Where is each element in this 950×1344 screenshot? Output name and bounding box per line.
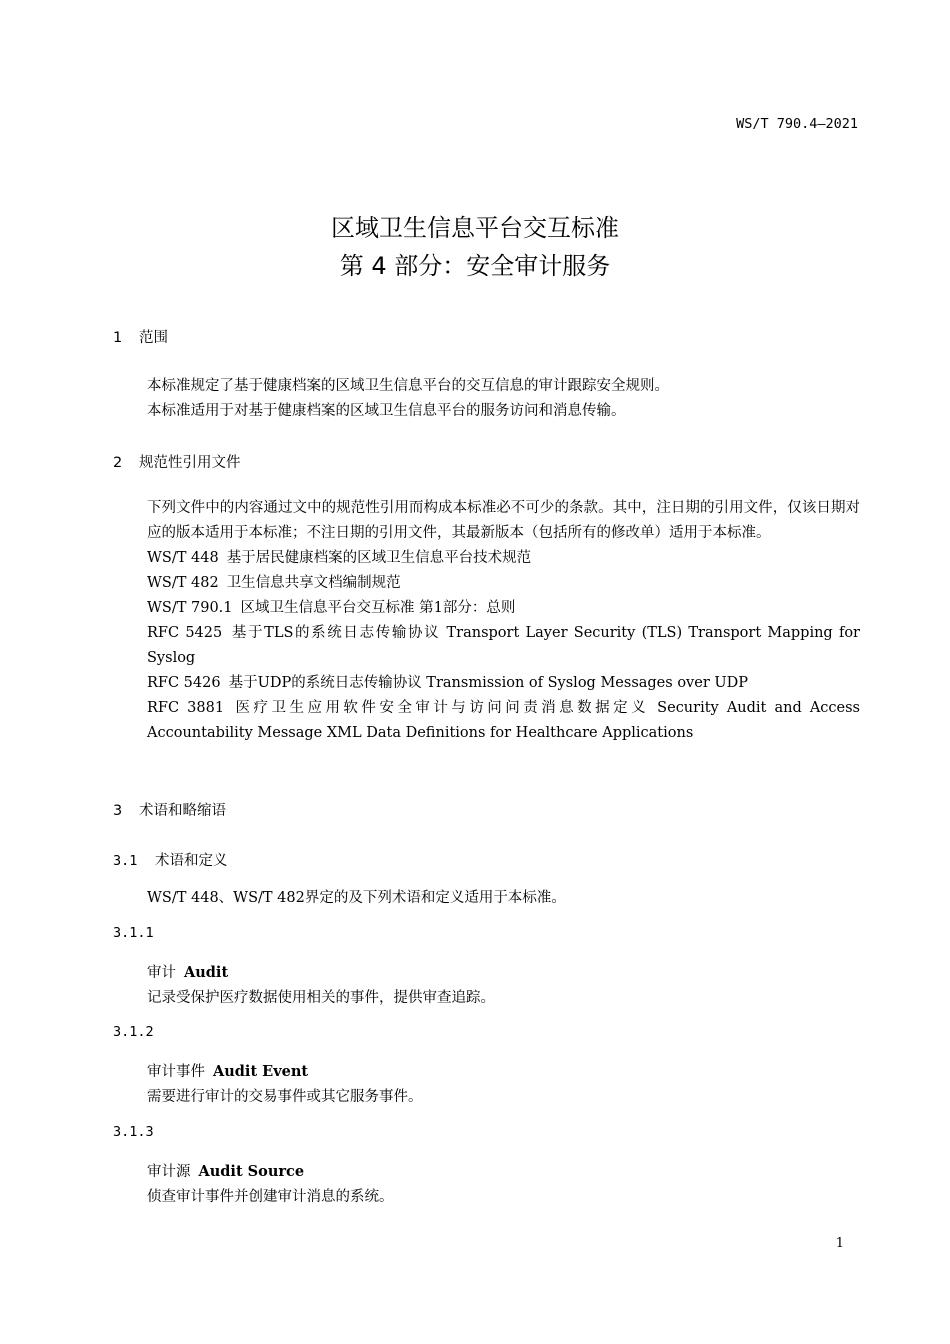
reference-title: 基于UDP的系统日志传输协议 Transmission of Syslog Messages over UDP (228, 675, 748, 691)
section-3-1-heading (113, 849, 228, 870)
reference-title: 医疗卫生应用软件安全审计与访问问责消息数据定义 Security Audit and Access Accountability Message XML Data Definitions for Healthcare Applications (147, 700, 860, 741)
section-title: 规范性引用文件 (139, 455, 241, 471)
reference-item (113, 671, 860, 696)
term-cn: 审计源 (147, 1164, 191, 1180)
reference-item (113, 546, 860, 571)
term-en: Audit Source (198, 1163, 305, 1180)
section-title: 术语和略缩语 (139, 803, 226, 819)
standard-code: WS/T 790.4—2021 (736, 116, 858, 132)
reference-title: 区域卫生信息平台交互标准 第1部分：总则 (240, 600, 516, 616)
term-number: 3.1.3 (113, 1124, 154, 1140)
page-number: 1 (835, 1236, 844, 1251)
scope-paragraph-1: 本标准规定了基于健康档案的区域卫生信息平台的交互信息的审计跟踪安全规则。 (147, 378, 669, 394)
reference-code: RFC 5426 (147, 675, 221, 691)
reference-code: WS/T 448 (147, 550, 219, 566)
reference-code: WS/T 790.1 (147, 600, 233, 616)
section-number: 1 (113, 330, 123, 346)
term-en: Audit Event (213, 1063, 309, 1080)
document-subtitle: 第 4 部分：安全审计服务 (339, 252, 611, 280)
reference-item (113, 621, 860, 671)
reference-title: 基于TLS的系统日志传输协议 Transport Layer Security (TLS) Transport Mapping for Syslog (147, 625, 860, 666)
document-title: 区域卫生信息平台交互标准 (331, 214, 619, 242)
term-cn: 审计事件 (147, 1064, 205, 1080)
term-cn: 审计 (147, 965, 176, 981)
section-2-heading (113, 451, 241, 472)
scope-paragraph-2: 本标准适用于对基于健康档案的区域卫生信息平台的服务访问和消息传输。 (147, 403, 626, 419)
subsection-title: 术语和定义 (155, 853, 228, 869)
reference-item (113, 596, 860, 621)
section-number: 2 (113, 455, 123, 471)
reference-code: RFC 5425 (147, 625, 223, 641)
term-definition: 需要进行审计的交易事件或其它服务事件。 (147, 1089, 423, 1105)
reference-code: RFC 3881 (147, 700, 225, 716)
references-intro: 下列文件中的内容通过文中的规范性引用而构成本标准必不可少的条款。其中，注日期的引用文件，仅该日期对应的版本适用于本标准；不注日期的引用文件，其最新版本（包括所有的修改单）适用于本标准。 (147, 500, 860, 541)
term-en: Audit (184, 964, 229, 981)
term-number: 3.1.2 (113, 1024, 154, 1040)
reference-title: 卫生信息共享文档编制规范 (226, 575, 401, 591)
term-name (147, 1160, 304, 1181)
section-number: 3 (113, 803, 123, 819)
term-definition: 记录受保护医疗数据使用相关的事件，提供审查追踪。 (147, 990, 495, 1006)
reference-item (113, 571, 860, 596)
section-1-heading (113, 326, 168, 347)
section-title: 范围 (139, 330, 168, 346)
term-name (147, 961, 228, 982)
terms-intro: WS/T 448、WS/T 482界定的及下列术语和定义适用于本标准。 (147, 890, 566, 906)
reference-title: 基于居民健康档案的区域卫生信息平台技术规范 (226, 550, 532, 566)
term-name (147, 1060, 308, 1081)
normative-references-block (113, 496, 860, 746)
section-3-heading (113, 799, 226, 820)
term-definition: 侦查审计事件并创建审计消息的系统。 (147, 1189, 394, 1205)
term-number: 3.1.1 (113, 925, 154, 941)
reference-code: WS/T 482 (147, 575, 219, 591)
reference-item (113, 696, 860, 746)
subsection-number: 3.1 (113, 853, 138, 869)
